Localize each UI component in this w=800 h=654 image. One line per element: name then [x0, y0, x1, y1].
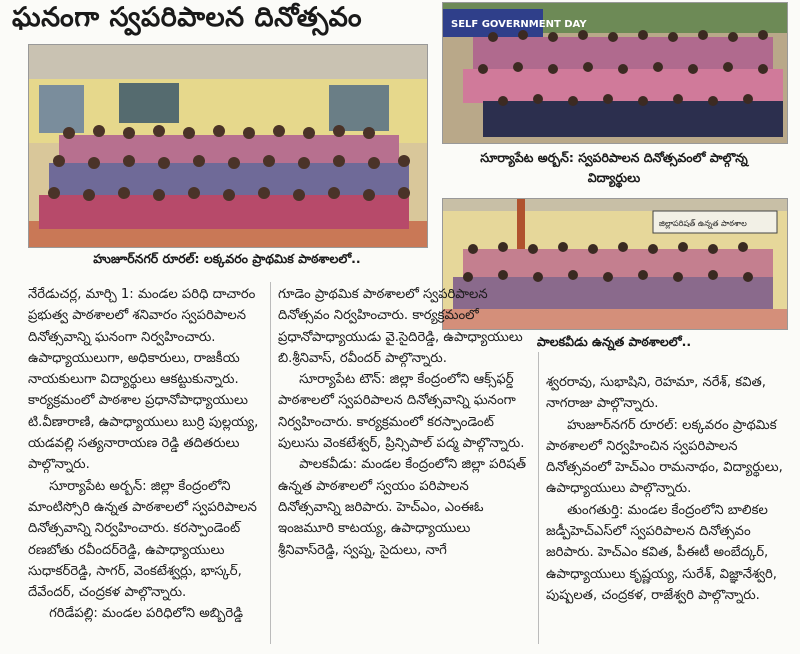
paragraph: తుంగతుర్తి: మండల కేంద్రంలోని బాలికల జడ్పీహెచ్‌ఎస్‌లో స్వపరిపాలన దినోత్సవం జరిపారు. హెచ్‌ఎం కవిత, పీఈటీ అంబేద్కర్, ఉపాధ్యాయులు కృష్ణయ్య, సురేశ్, విజ్ఞానేశ్వరి, పుష్పలత, చంద్రకళ, రాజేశ్వరి పాల్గొన్నారు.	[546, 502, 777, 603]
group-photo-suryapet-urban	[442, 2, 788, 144]
paragraph: నేరేడుచర్ల, మార్చి 1: మండల పరిధి దాచారం ప్రభుత్వ పాఠశాలలో శనివారం స్వపరిపాలన దినోత్సవాన్ని ఘనంగా నిర్వహించారు. ఉపాధ్యాయులుగా, అధికారులు, రాజకీయ నాయకులుగా విద్యార్థులు ఆకట్టుకున్నారు. కార్యక్రమంలో పాఠశాల ప్రధానోపాధ్యాయులు టి.వీణారాణి, ఉపాధ్యాయులు బుర్రి పుల్లయ్య, యడవల్లి సత్యనారాయణ రెడ్డి తదితరులు పాల్గొన్నారు.	[28, 287, 259, 473]
article-column-3	[546, 372, 788, 650]
paragraph: శ్వరరావు, సుభాషిని, రెహమా, నరేశ్, కవిత, నాగరాజు పాల్గొన్నారు.	[546, 375, 766, 412]
paragraph: గూడెం ప్రాథమిక పాఠశాలలో స్వపరిపాలన దినోత్సవం నిర్వహించారు. కార్యక్రమంలో ప్రధానోపాధ్యాయుడు వై.సైదిరెడ్డి, ఉపాధ్యాయులు బి.శ్రీనివాస్, రవీందర్ పాల్గొన్నారు.	[278, 287, 523, 366]
paragraph: సూర్యాపేట టౌన్: జిల్లా కేంద్రంలోని ఆక్స్‌ఫర్డ్ పాఠశాలలో స్వపరిపాలన దినోత్సవాన్ని ఘనంగా నిర్వహించారు. కార్యక్రమంలో కరస్పాండెంట్ పులుసు వెంకటేశ్వర్, ప్రిన్సిపాల్ పద్మ పాల్గొన్నారు.	[278, 372, 525, 452]
paragraph: సూర్యాపేట అర్బన్: జిల్లా కేంద్రంలోని మాంటిస్సోరి ఉన్నత పాఠశాలలో స్వపరిపాలన దినోత్సవాన్ని నిర్వహించారు. కరస్పాండెంట్ రణబోతు రవీందర్‌రెడ్డి, ఉపాధ్యాయులు సుధాకర్‌రెడ్డి, సాగర్, వెంకటేశ్వర్లు, భాస్కర్, దేవేందర్, చంద్రకళ పాల్గొన్నారు.	[28, 478, 257, 601]
photo-caption-lakkavaram: హుజూర్‌నగర్ రూరల్: లక్కవరం ప్రాథమిక పాఠశాలలో..	[93, 251, 361, 266]
photo-caption-suryapet-urban: సూర్యాపేట అర్బన్: స్వపరిపాలన దినోత్సవంలో పాల్గొన్న విద్యార్థులు	[480, 150, 748, 185]
paragraph: పాలకవీడు: మండల కేంద్రంలోని జిల్లా పరిషత్ ఉన్నత పాఠశాలలో స్వయం పరిపాలన దినోత్సవాన్ని జరిపారు. హెచ్‌ఎం, ఎంఈఓ ఇంజమూరి కాటయ్య, ఉపాధ్యాయులు శ్రీనివాస్‌రెడ్డి, స్వప్న, సైదులు, నాగే	[278, 457, 526, 558]
school-board-text: జిల్లాపరిషత్ ఉన్నత పాఠశాల	[659, 219, 747, 228]
group-photo-lakkavaram	[28, 44, 428, 248]
paragraph: హుజూర్‌నగర్ రూరల్: లక్కవరం ప్రాథమిక పాఠశాలలో నిర్వహించిన స్వపరిపాలన దినోత్సవంలో హెచ్‌ఎం రామనాథం, విద్యార్థులు, ఉపాధ్యాయులు పాల్గొన్నారు.	[546, 417, 783, 497]
banner-text: SELF GOVERNMENT DAY	[451, 19, 587, 30]
article-column-1	[28, 284, 264, 649]
photo-caption-palakaveedu: పాలకవీడు ఉన్నత పాఠశాలలో..	[536, 334, 692, 349]
headline: ఘనంగా స్వపరిపాలన దినోత్సవం	[12, 2, 363, 33]
article-column-2	[278, 284, 532, 649]
paragraph: గరిడేపల్లి: మండల పరిధిలోని అబ్బిరెడ్డి	[49, 606, 243, 622]
